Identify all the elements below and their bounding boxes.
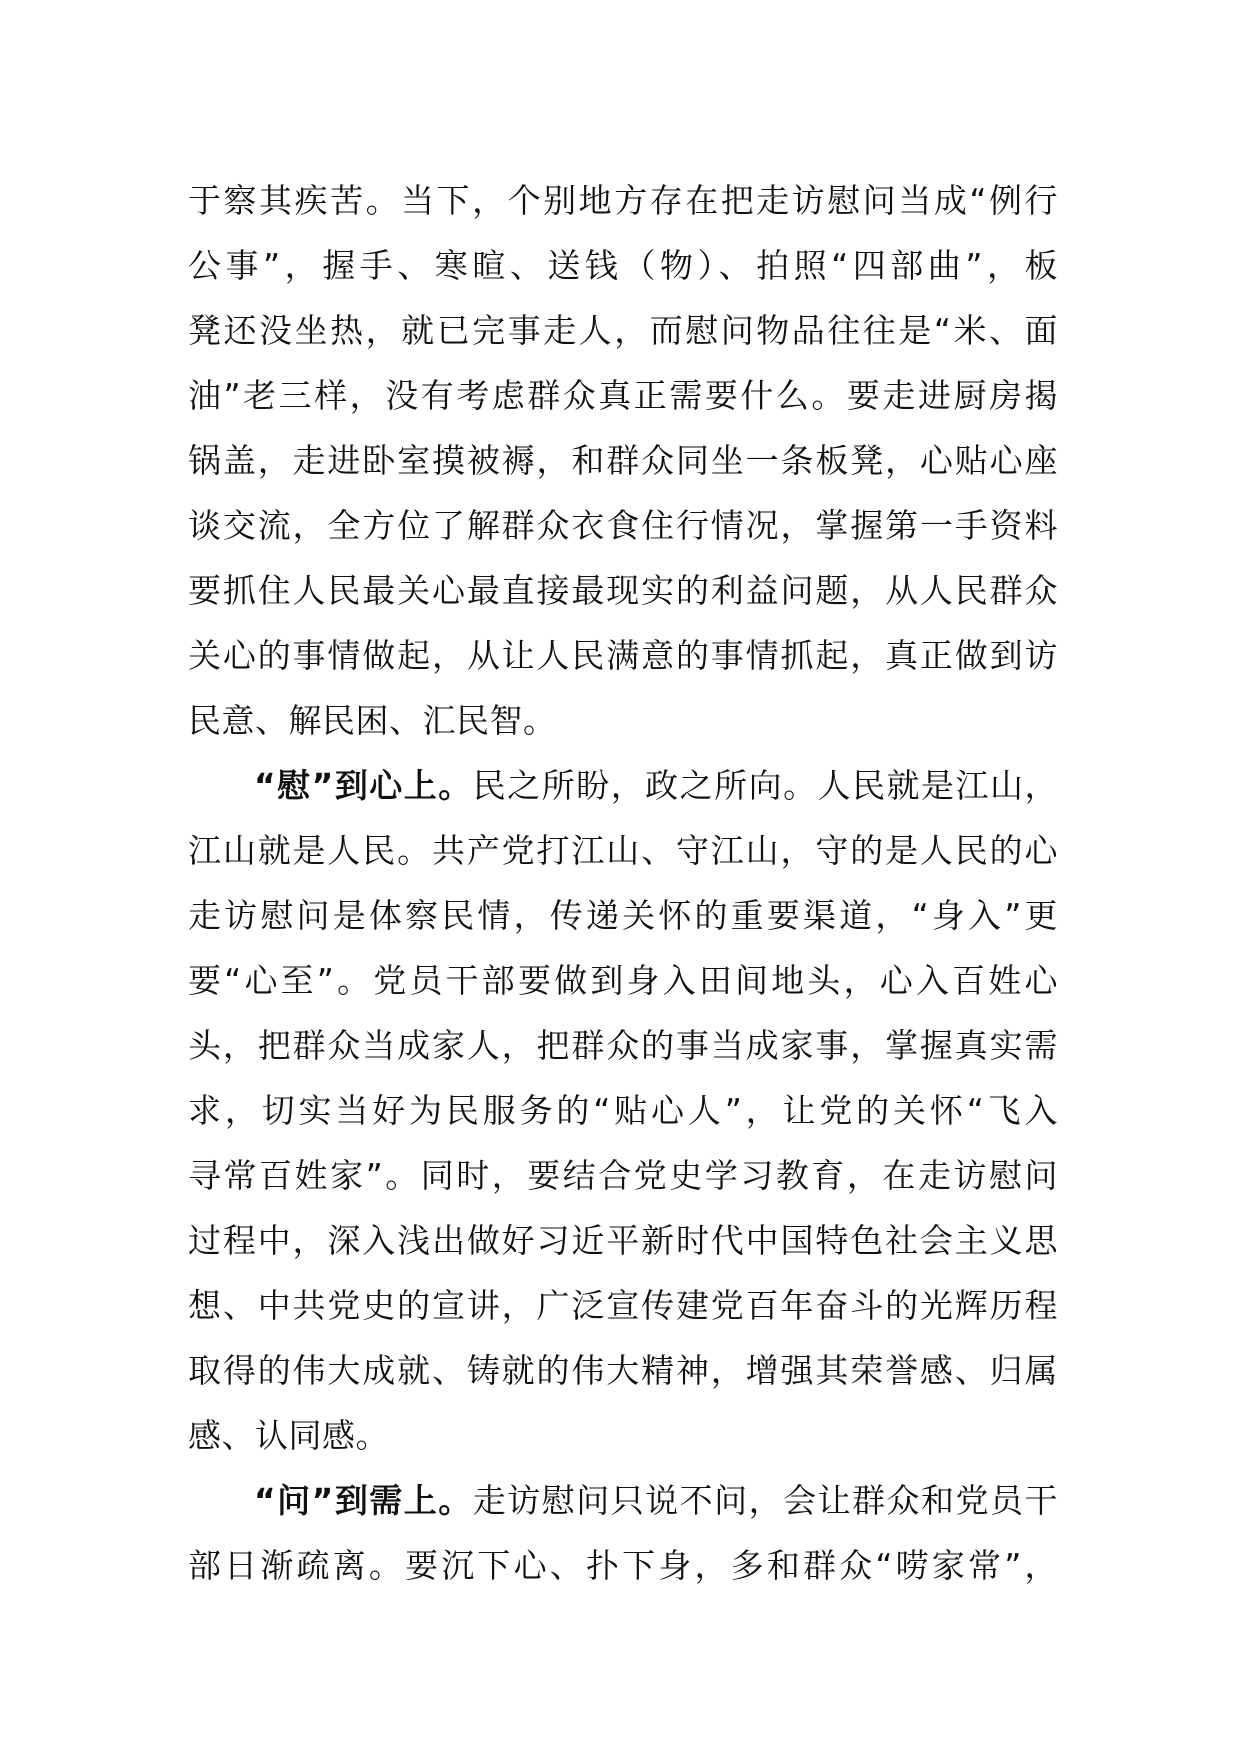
text-line: 求，切实当好为民服务的“贴心人”，让党的关怀“飞入 [188,1091,1058,1130]
text-line: 部日渐疏离。要沉下心、扑下身，多和群众“唠家常”， [188,1546,1058,1585]
text-line: 锅盖，走进卧室摸被褥，和群众同坐一条板凳，心贴心座 [188,441,1058,480]
text-line: 走访慰问是体察民情，传递关怀的重要渠道，“身入”更 [188,896,1058,935]
text-line: 要“心至”。党员干部要做到身入田间地头，心入百姓心 [188,961,1058,1000]
paragraph-3 [188,1468,1058,1598]
text-line: 凳还没坐热，就已完事走人，而慰问物品往往是“米、面 [188,311,1058,350]
text-line: 头，把群众当成家人，把群众的事当成家事，掌握真实需 [188,1026,1058,1065]
paragraph-2 [188,753,1058,1468]
text-line: 关心的事情做起，从让人民满意的事情抓起，真正做到访 [188,636,1058,675]
text-run: 走访慰问只说不问，会让群众和党员干 [472,1481,1058,1520]
text-line: 感、认同感。 [188,1416,389,1455]
text-line: 要抓住人民最关心最直接最现实的利益问题，从人民群众 [188,571,1058,610]
text-line: 过程中，深入浅出做好习近平新时代中国特色社会主义思 [188,1221,1058,1260]
paragraph-heading: “慰”到心上。 [254,766,473,805]
paragraph-1 [188,168,1058,753]
paragraph-first-line [188,753,1058,818]
text-line: 于察其疾苦。当下，个别地方存在把走访慰问当成“例行 [188,181,1058,220]
text-run: 民之所盼，政之所向。人民就是江山， [472,766,1058,805]
text-line: 油”老三样，没有考虑群众真正需要什么。要走进厨房揭 [188,376,1058,415]
text-line: 寻常百姓家”。同时，要结合党史学习教育，在走访慰问 [188,1156,1058,1195]
text-line: 想、中共党史的宣讲，广泛宣传建党百年奋斗的光辉历程 [188,1286,1058,1325]
paragraph-heading: “问”到需上。 [254,1481,473,1520]
text-line: 公事”，握手、寒暄、送钱（物）、拍照“四部曲”，板 [188,246,1058,285]
paragraph-first-line [188,1468,1058,1533]
text-line: 民意、解民困、汇民智。 [188,701,557,740]
text-line: 江山就是人民。共产党打江山、守江山，守的是人民的心 [188,831,1058,870]
document-page [188,168,1058,1598]
text-line: 取得的伟大成就、铸就的伟大精神，增强其荣誉感、归属 [188,1351,1058,1390]
text-line: 谈交流，全方位了解群众衣食住行情况，掌握第一手资料 [188,506,1058,545]
